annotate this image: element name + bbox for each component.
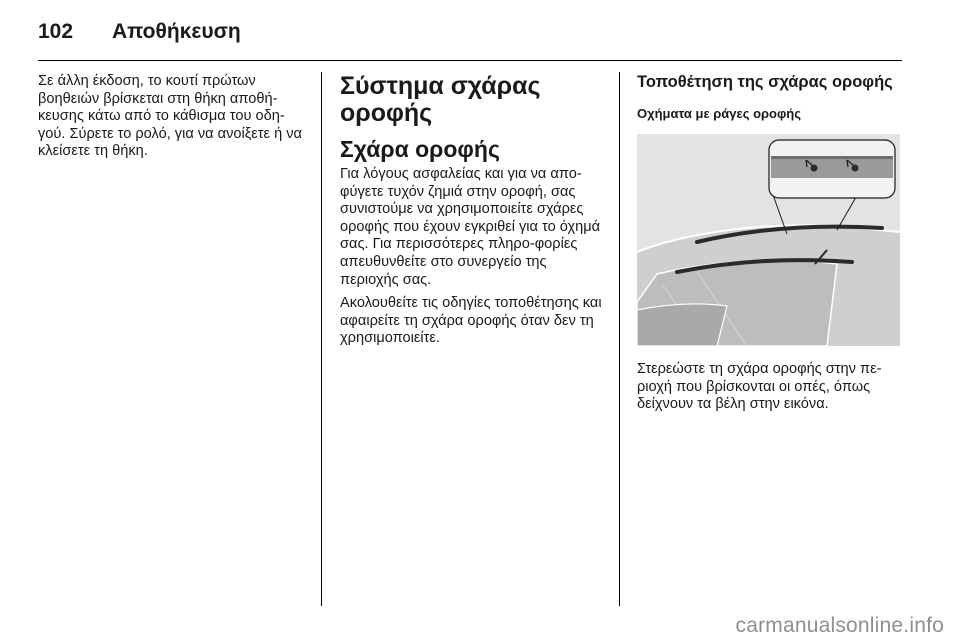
roof-rack-subheading: Σχάρα οροφής [340,136,500,162]
column-1 [38,73,310,167]
watermark: carmanualsonline.info [735,614,944,637]
page-header [38,20,241,50]
fitting-roof-rack-heading: Τοποθέτηση της σχάρας οροφής [637,73,893,91]
page-number: 102 [38,20,74,43]
column-2 [340,73,606,354]
section-title: Αποθήκευση [112,20,241,43]
first-aid-paragraph: Σε άλλη έκδοση, το κουτί πρώτων βοηθειών βρίσκεται στη θήκη αποθή-κευσης κάτω από το κάθισμα του οδη-γού. Σύρετε το ρολό, για να ανοίξετε ή να κλείσετε τη θήκη. [38,73,302,160]
fitting-instructions-paragraph: Στερεώστε τη σχάρα οροφής στην πε-ριοχή που βρίσκονται οι οπές, όπως δείχνουν τα βέλη στην εικόνα. [637,361,882,413]
roof-rack-paragraph-2: Ακολουθείτε τις οδηγίες τοποθέτησης και αφαιρείτε τη σχάρα οροφής όταν δεν τη χρησιμοποιείτε. [340,295,602,347]
car-roof-rails-illustration [637,134,900,346]
column-divider-2 [619,72,620,606]
header-divider [38,60,902,61]
column-3 [637,73,902,420]
column-divider-1 [321,72,322,606]
vehicles-with-roof-rails-subheading: Οχήματα με ράγες οροφής [637,106,801,121]
roof-rack-paragraph-1: Για λόγους ασφαλείας και για να απο-φύγετε τυχόν ζημιά στην οροφή, σας συνιστούμε να χρησιμοποιείτε σχάρες οροφής που έχουν εγκριθεί για το όχημά σας. Για περισσότερες πληρο-φορίες απευθυνθείτε στο συνεργείο της περιοχής σας. [340,166,601,288]
roof-rack-system-heading: Σύστημα σχάρας οροφής [340,72,541,127]
